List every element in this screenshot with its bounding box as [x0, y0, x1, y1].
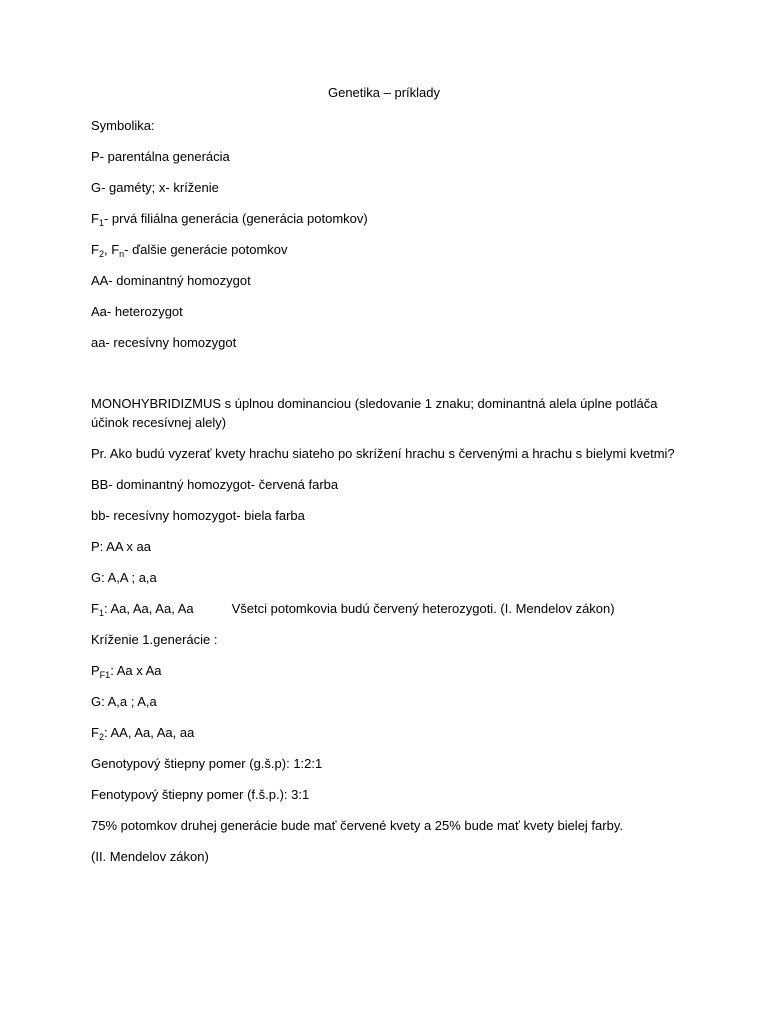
- line-genotype-ratio: Genotypový štiepny pomer (g.š.p): 1:2:1: [91, 756, 323, 771]
- line-PF1: $P_{F1}$: Aa x Aa: [91, 663, 162, 680]
- symbol-AA: AA- dominantný homozygot: [91, 273, 251, 288]
- line-mendel-2: (II. Mendelov zákon): [91, 849, 209, 864]
- symbol-aa: aa- recesívny homozygot: [91, 335, 237, 350]
- line-P: P: AA x aa: [91, 539, 151, 554]
- line-F2: $F_2$: AA, Aa, Aa, aa: [91, 725, 195, 742]
- line-F1: $F_1$: Aa, Aa, Aa, Aa Všetci potomkovia budú červený heterozygoti. (I. Mendelov zákon): [91, 601, 615, 618]
- line-phenotype-ratio: Fenotypový štiepny pomer (f.š.p.): 3:1: [91, 787, 310, 802]
- symbol-Aa: Aa- heterozygot: [91, 304, 183, 319]
- symbol-f2: $F_2$, $F_n-$ ďalšie generácie potomkov: [91, 242, 288, 259]
- line-BB: BB- dominantný homozygot- červená farba: [91, 477, 339, 492]
- line-percent: 75% potomkov druhej generácie bude mať červené kvety a 25% bude mať kvety bielej farby.: [91, 818, 623, 833]
- line-G: G: A,A ; a,a: [91, 570, 157, 585]
- document-title: Genetika – príklady: [327, 85, 440, 100]
- line-bb: bb- recesívny homozygot- biela farba: [91, 508, 305, 523]
- mendel-1-note: Všetci potomkovia budú červený heterozygoti. (I. Mendelov zákon): [231, 601, 615, 616]
- example-question: Pr. Ako budú vyzerať kvety hrachu siateho po skrížení hrachu s červenými a hrachu s bielymi kvetmi?: [91, 446, 675, 461]
- symbolika-heading: Symbolika:: [91, 118, 155, 133]
- symbol-g: G- gaméty; x- kríženie: [91, 180, 219, 195]
- monohybridizmus-heading: MONOHYBRIDIZMUS s úplnou dominanciou (sledovanie 1 znaku; dominantná alela úplne potláča účinok recesívnej alely): [91, 396, 658, 430]
- line-G2: G: A,a ; A,a: [91, 694, 157, 709]
- line-krizenie: Kríženie 1.generácie :: [91, 632, 218, 647]
- symbol-f1: $F_1-$ prvá filiálna generácia (generácia potomkov): [91, 211, 368, 228]
- symbol-p: P- parentálna generácia: [91, 149, 230, 164]
